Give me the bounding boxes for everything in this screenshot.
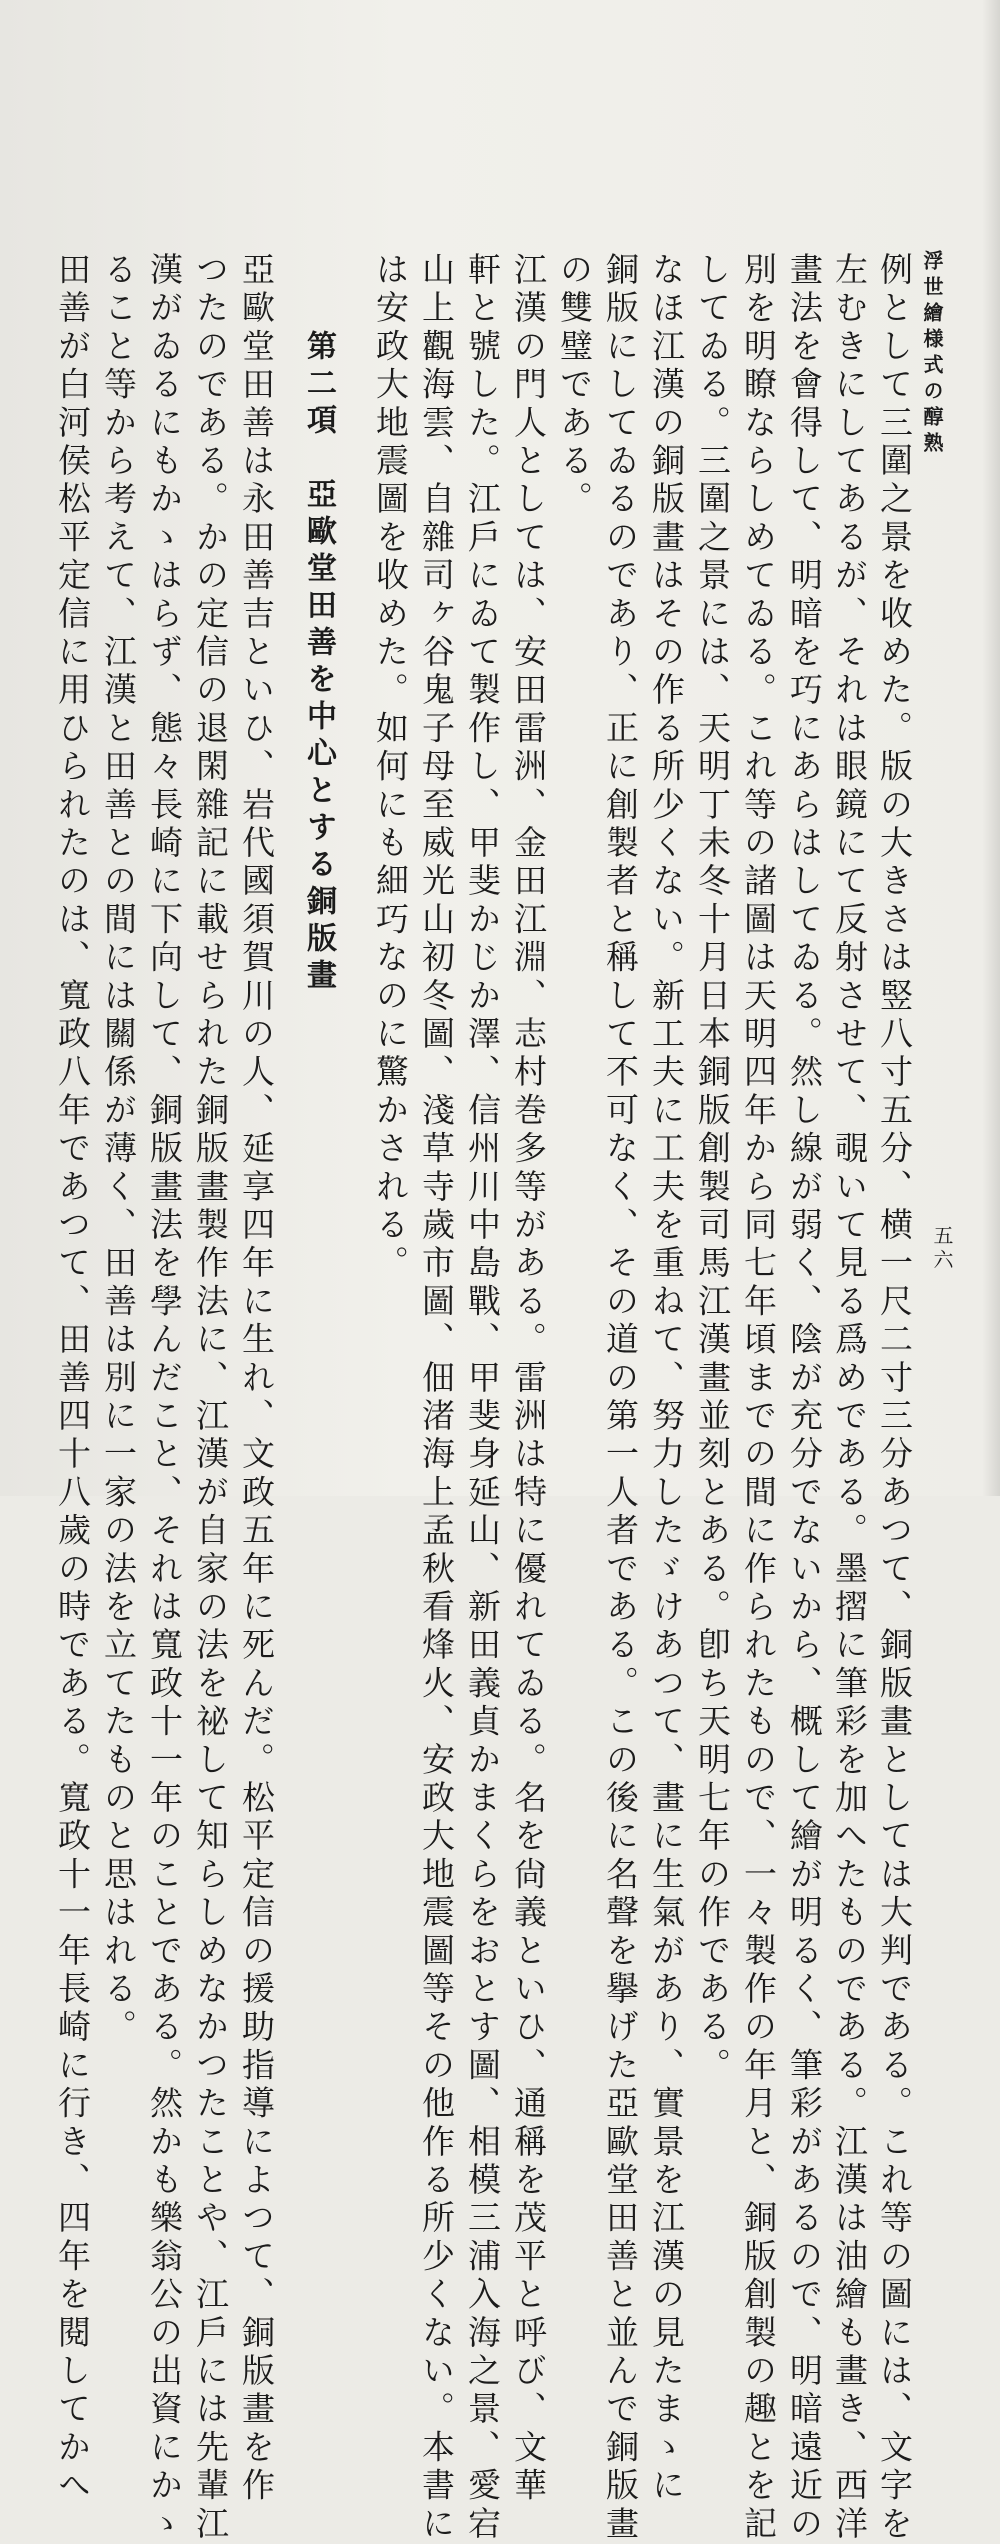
text-column: 畫法を會得して、明暗を巧にあらはしてゐる。然し線が弱く、陰が充分でないから、概して繪が明るく、筆彩があるので、明暗遠近の xyxy=(785,252,824,2544)
text-column: 軒と號した。江戶にゐて製作し、甲斐かじか澤、信州川中島戰、甲斐身延山、新田義貞かまくらをおとす圖、相模三浦入海之景、愛宕 xyxy=(463,252,502,2544)
page-number: 五六 xyxy=(930,1225,954,1273)
text-column: 銅版にしてゐるのであり、正に創製者と稱して不可なく、その道の第一人者である。この後に名聲を擧げた亞歐堂田善と並んで銅版畫 xyxy=(601,252,640,2544)
text-column: なほ江漢の銅版畫はその作る所少くない。新工夫に工夫を重ねて、努力したゞけあつて、畫に生氣があり、實景を江漢の見たまゝに xyxy=(647,252,686,2506)
text-column: してゐる。三圍之景には、天明丁未冬十月日本銅版創製司馬江漢畫並刻とある。卽ち天明七年の作である。 xyxy=(693,252,732,2086)
text-column: 山上觀海雲、自雜司ヶ谷鬼子母至威光山初冬圖、淺草寺歲市圖、佃渚海上孟秋看烽火、安政大地震圖等その他作る所少くない。本書に xyxy=(417,252,456,2544)
text-column: 左むきにしてあるが、それは眼鏡にて反射させて、覗いて見る爲めである。墨摺に筆彩を加へたものである。江漢は油繪も畫き、西洋 xyxy=(830,252,869,2544)
text-column: つたのである。かの定信の退閑雜記に載せられた銅版畫製作法に、江漢が自家の法を祕して知らしめなかつたことや、江戶には先輩江 xyxy=(191,252,230,2544)
running-title: 浮世繪様式の醇熟 xyxy=(920,250,944,458)
section-heading: 第二項 亞歐堂田善を中心とする銅版畫 xyxy=(301,330,336,996)
text-column: 江漢の門人としては、安田雷洲、金田江淵、志村巻多等がある。雷洲は特に優れてゐる。名を尙義といひ、通稱を茂平と呼び、文華 xyxy=(509,252,548,2506)
text-column: は安政大地震圖を收めた。如何にも細巧なのに驚かされる。 xyxy=(371,252,410,1284)
spine-shadow xyxy=(982,0,1000,1496)
text-column: ること等から考えて、江漢と田善との間には關係が薄く、田善は別に一家の法を立てたものと思はれる。 xyxy=(99,252,138,2048)
text-column: の雙璧である。 xyxy=(555,252,594,520)
text-column: 別を明瞭ならしめてゐる。これ等の諸圖は天明四年から同七年頃までの間に作られたもので、一々製作の年月と、銅版創製の趣とを記 xyxy=(739,252,778,2544)
text-column: 亞歐堂田善は永田善吉といひ、岩代國須賀川の人、延享四年に生れ、文政五年に死んだ。松平定信の援助指導によつて、銅版畫を作 xyxy=(237,252,276,2506)
text-column: 漢がゐるにもかゝはらず、態々長崎に下向して、銅版畫法を學んだこと、それは寬政十一年のことである。然かも樂翁公の出資にかゝ xyxy=(145,252,184,2544)
text-column: 田善が白河侯松平定信に用ひられたのは、寬政八年であつて、田善四十八歲の時である。寬政十一年長崎に行き、四年を閱してかへ xyxy=(53,252,92,2506)
text-column: 例として三圍之景を收めた。版の大きさは竪八寸五分、横一尺二寸三分あつて、銅版畫としては大判である。これ等の圖には、文字を xyxy=(875,252,914,2544)
